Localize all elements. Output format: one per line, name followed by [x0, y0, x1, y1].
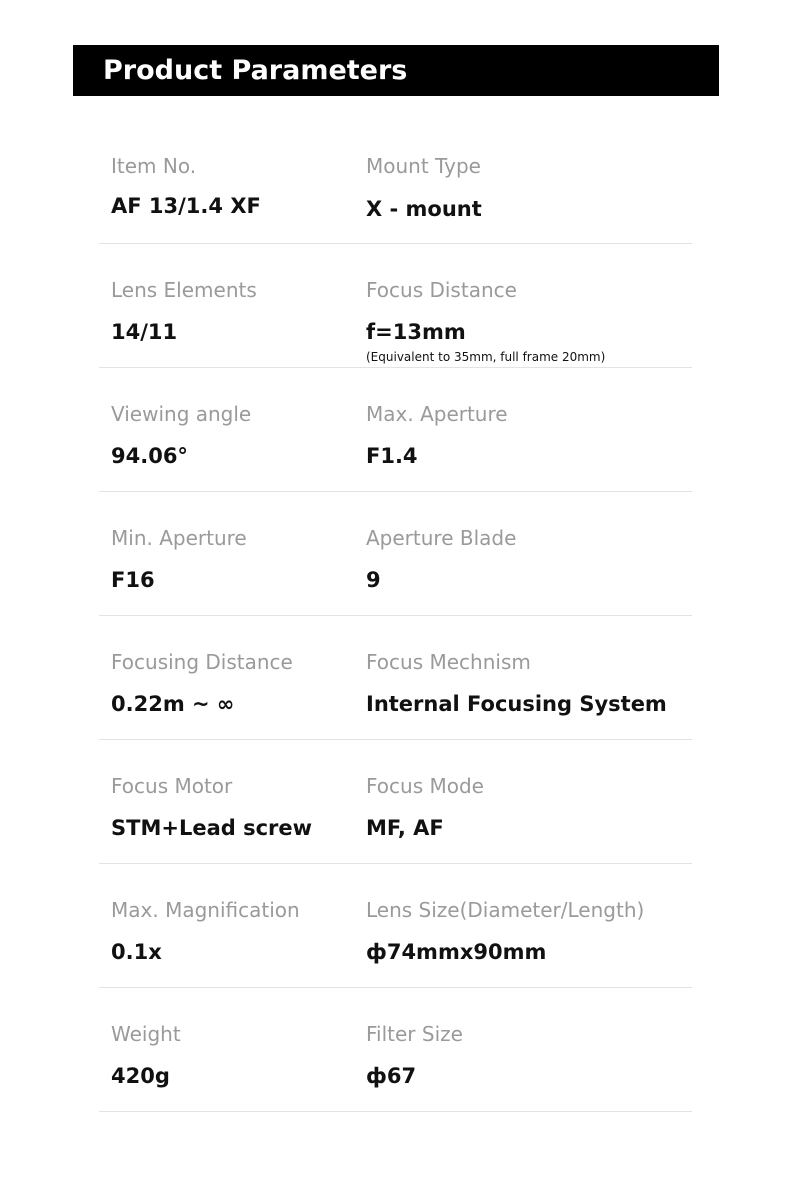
- param-row: [99, 740, 692, 864]
- param-label: Focus Distance: [366, 278, 517, 302]
- param-row: [99, 492, 692, 616]
- param-value: AF 13/1.4 XF: [111, 194, 261, 218]
- param-value: MF, AF: [366, 816, 444, 840]
- param-lens-elements: [111, 244, 361, 367]
- parameters-table: [99, 120, 692, 1112]
- param-aperture-blade: [366, 492, 692, 615]
- param-label: Focusing Distance: [111, 650, 293, 674]
- param-label: Viewing angle: [111, 402, 252, 426]
- param-label: Lens Size(Diameter/Length): [366, 898, 645, 922]
- param-filter-size: [366, 988, 692, 1111]
- param-value: 94.06°: [111, 444, 188, 468]
- param-label: Lens Elements: [111, 278, 257, 302]
- param-mount-type: [366, 120, 692, 243]
- param-label: Item No.: [111, 154, 197, 178]
- param-label: Max. Aperture: [366, 402, 508, 426]
- param-value: STM+Lead screw: [111, 816, 313, 840]
- param-label: Mount Type: [366, 154, 481, 178]
- param-value: f=13mm: [366, 320, 466, 344]
- param-focus-motor: [111, 740, 361, 863]
- param-row: [99, 368, 692, 492]
- param-min-aperture: [111, 492, 361, 615]
- param-value: 14/11: [111, 320, 178, 344]
- param-lens-size: [366, 864, 692, 987]
- param-focus-distance: [366, 244, 692, 367]
- param-row: [99, 244, 692, 368]
- param-value: 420g: [111, 1064, 170, 1088]
- param-label: Filter Size: [366, 1022, 463, 1046]
- param-weight: [111, 988, 361, 1111]
- param-label: Max. Magnification: [111, 898, 300, 922]
- param-value: F1.4: [366, 444, 418, 468]
- param-value: ф67: [366, 1064, 417, 1088]
- param-row: [99, 988, 692, 1112]
- param-value: 9: [366, 568, 381, 592]
- param-row: [99, 120, 692, 244]
- param-value: 0.1x: [111, 940, 162, 964]
- param-value: Internal Focusing System: [366, 692, 667, 716]
- param-max-magnification: [111, 864, 361, 987]
- param-label: Weight: [111, 1022, 181, 1046]
- header-bar: [73, 45, 719, 96]
- param-label: Min. Aperture: [111, 526, 247, 550]
- param-item-number: [111, 120, 361, 243]
- param-row: [99, 616, 692, 740]
- param-value: X - mount: [366, 197, 482, 221]
- param-note: (Equivalent to 35mm, full frame 20mm): [366, 350, 606, 364]
- param-focusing-distance: [111, 616, 361, 739]
- page-title: Product Parameters: [103, 55, 408, 86]
- param-value: 0.22m ~ ∞: [111, 692, 235, 716]
- param-label: Aperture Blade: [366, 526, 517, 550]
- param-max-aperture: [366, 368, 692, 491]
- param-viewing-angle: [111, 368, 361, 491]
- param-label: Focus Motor: [111, 774, 233, 798]
- param-label: Focus Mechnism: [366, 650, 531, 674]
- param-value: F16: [111, 568, 155, 592]
- param-label: Focus Mode: [366, 774, 484, 798]
- param-focus-mechanism: [366, 616, 692, 739]
- param-row: [99, 864, 692, 988]
- param-focus-mode: [366, 740, 692, 863]
- param-value: ф74mmx90mm: [366, 940, 547, 964]
